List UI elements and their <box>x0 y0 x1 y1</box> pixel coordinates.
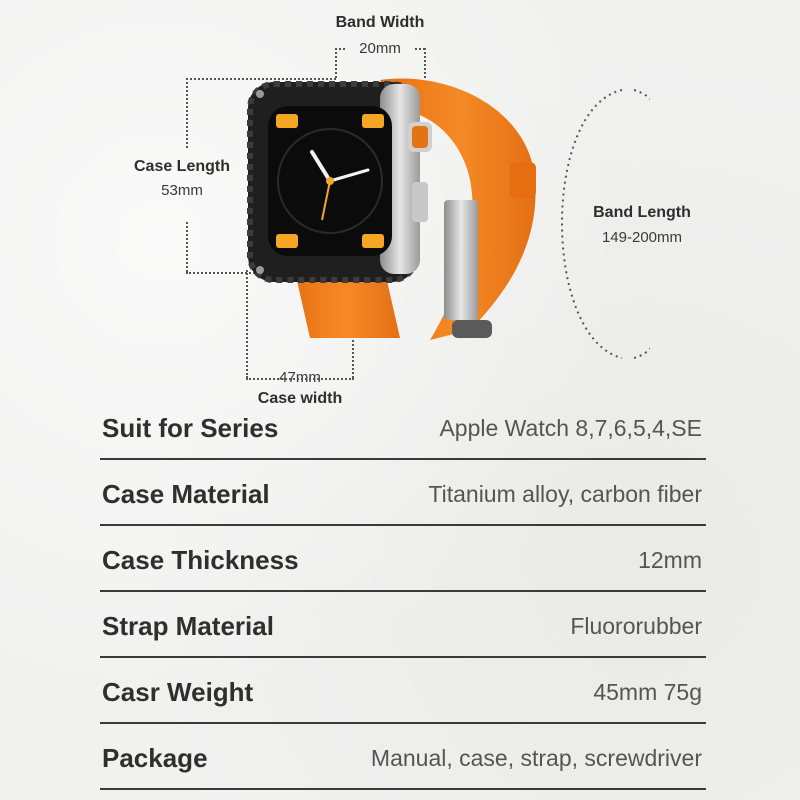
case-width-label: Case width <box>257 390 343 407</box>
case-width-line <box>246 378 354 380</box>
spec-value: 12mm <box>638 547 702 573</box>
spec-label: Casr Weight <box>102 677 254 707</box>
case-length-vert-bottom <box>186 222 188 272</box>
spec-row-package <box>100 722 706 790</box>
spec-label: Package <box>102 743 208 773</box>
case-width-value: 47mm <box>279 369 321 386</box>
spec-row-series <box>100 392 706 460</box>
band-width-value: 20mm <box>359 40 401 57</box>
case-length-value: 53mm <box>161 182 203 199</box>
spec-label: Case Material <box>102 479 270 509</box>
spec-row-case-thickness <box>100 524 706 592</box>
spec-value: 45mm 75g <box>593 679 702 705</box>
case-length-vert-top <box>186 78 188 148</box>
spec-row-strap-material <box>100 590 706 658</box>
spec-label: Case Thickness <box>102 545 299 575</box>
band-length-value: 149-200mm <box>601 229 683 246</box>
band-length-label: Band Length <box>593 204 691 221</box>
spec-value: Apple Watch 8,7,6,5,4,SE <box>439 415 702 441</box>
spec-label: Suit for Series <box>102 413 279 443</box>
spec-row-weight <box>100 656 706 724</box>
spec-value: Titanium alloy, carbon fiber <box>428 481 702 507</box>
case-length-label: Case Length <box>133 158 230 175</box>
spec-value: Fluororubber <box>570 613 702 639</box>
watch-product-image <box>230 70 560 350</box>
band-width-label: Band Width <box>335 14 425 31</box>
spec-label: Strap Material <box>102 611 274 641</box>
spec-row-case-material <box>100 458 706 526</box>
spec-value: Manual, case, strap, screwdriver <box>370 745 702 771</box>
